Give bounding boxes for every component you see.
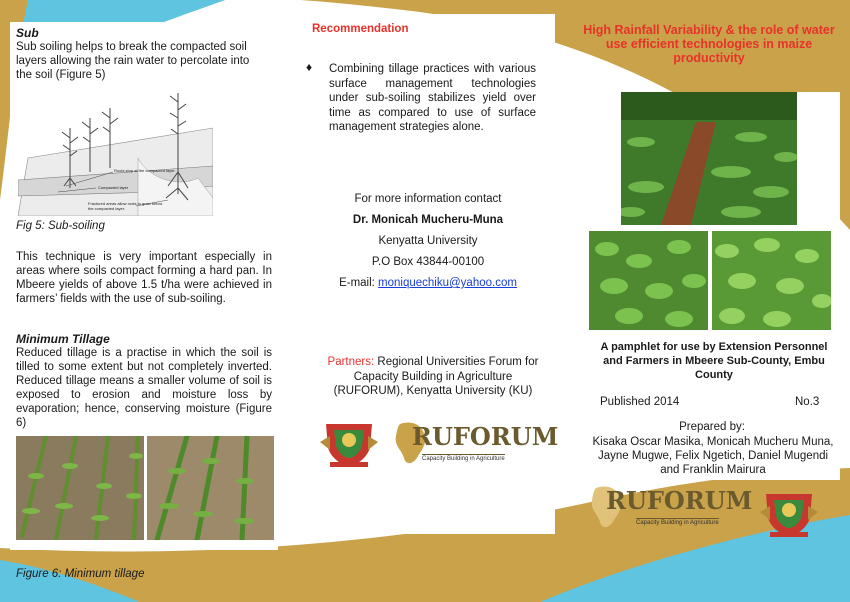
fig5-caption: Fig 5: Sub-soiling xyxy=(16,220,105,232)
ku-crest-logo xyxy=(318,418,380,468)
contact-block xyxy=(318,193,538,289)
minimum-tillage-text: Reduced tillage is a practise in which the soil is tilled to some extent but not completely inverted. Reduced tillage means a smaller volume of soil is exposed to erosion and moisture loss by evaporation; hence, conserving moisture (Figure 6) xyxy=(16,347,272,429)
pamphlet-title: High Rainfall Variability & the role of water use efficient technologies in maize productivity xyxy=(583,23,835,65)
contact-name: Dr. Monicah Mucheru-Muna xyxy=(352,214,504,226)
authors-list: Kisaka Oscar Masika, Monicah Mucheru Muna, Jayne Mugwe, Felix Ngetich, Daniel Mugendi and Franklin Mairura xyxy=(592,436,834,476)
technique-text: This technique is very important especially in areas where soils compact forming a hard pan. In Mbeere yields of above 1.5 t/ha were achieved in farmers’ fields with the use of sub-soiling. xyxy=(16,251,272,305)
diagram-label-fractured: Fractured areas allow roots to grow below the compacted layer. xyxy=(88,201,163,211)
recommendation-text: Combining tillage practices with various surface management technologies under sub-soiling stabilizes yield over time as compared to use of surface management strategies alone. xyxy=(329,63,536,133)
maize-field-photo xyxy=(621,92,797,225)
contact-email-link[interactable]: moniquechiku@yahoo.com xyxy=(378,277,517,289)
bean-crop-photo-2 xyxy=(712,231,831,330)
issue-number: No.3 xyxy=(795,396,820,408)
ruforum-logo-middle xyxy=(392,420,559,468)
partners-block xyxy=(318,355,548,399)
pamphlet-audience: A pamphlet for use by Extension Personnel and Farmers in Mbeere Sub-County, Embu County xyxy=(600,341,828,381)
ruforum-tagline-right: Capacity Building in Agriculture xyxy=(636,520,719,526)
ku-crest-logo-right xyxy=(756,488,822,538)
contact-intro: For more information contact xyxy=(354,193,502,205)
sub-soiling-diagram xyxy=(18,88,213,216)
sub-heading: Sub xyxy=(16,26,39,40)
minimum-tillage-photo-2 xyxy=(147,436,274,540)
contact-institution: Kenyatta University xyxy=(378,235,478,247)
ruforum-logo-right xyxy=(588,484,753,532)
recommendation-bullet-icon: ♦ xyxy=(306,60,313,74)
bean-crop-photo-1 xyxy=(589,231,708,330)
partners-label: Partners: xyxy=(327,356,375,368)
ruforum-wordmark-right: RUFORUM xyxy=(606,486,753,515)
prepared-by-label: Prepared by: xyxy=(679,421,745,433)
contact-address: P.O Box 43844-00100 xyxy=(371,256,485,268)
ruforum-tagline-middle: Capacity Building in Agriculture xyxy=(422,456,505,462)
diagram-label-compacted: Compacted layer xyxy=(98,185,129,190)
sub-soiling-text: Sub soiling helps to break the compacted soil layers allowing the rain water to percolate into the soil (Figure 5) xyxy=(16,41,250,81)
minimum-tillage-heading: Minimum Tillage xyxy=(16,332,110,346)
ruforum-wordmark-middle: RUFORUM xyxy=(412,422,559,451)
fig6-caption: Figure 6: Minimum tillage xyxy=(16,568,145,580)
contact-email-label: E-mail: xyxy=(339,277,379,289)
minimum-tillage-photo-1 xyxy=(16,436,144,540)
partners-text: Regional Universities Forum for Capacity Building in Agriculture (RUFORUM), Kenyatta University (KU) xyxy=(333,356,539,397)
contact-email-line xyxy=(318,277,538,289)
recommendation-heading: Recommendation xyxy=(312,23,409,35)
published-year: Published 2014 xyxy=(600,396,680,408)
diagram-label-roots: Roots stop at the compacted layer. xyxy=(114,168,176,173)
